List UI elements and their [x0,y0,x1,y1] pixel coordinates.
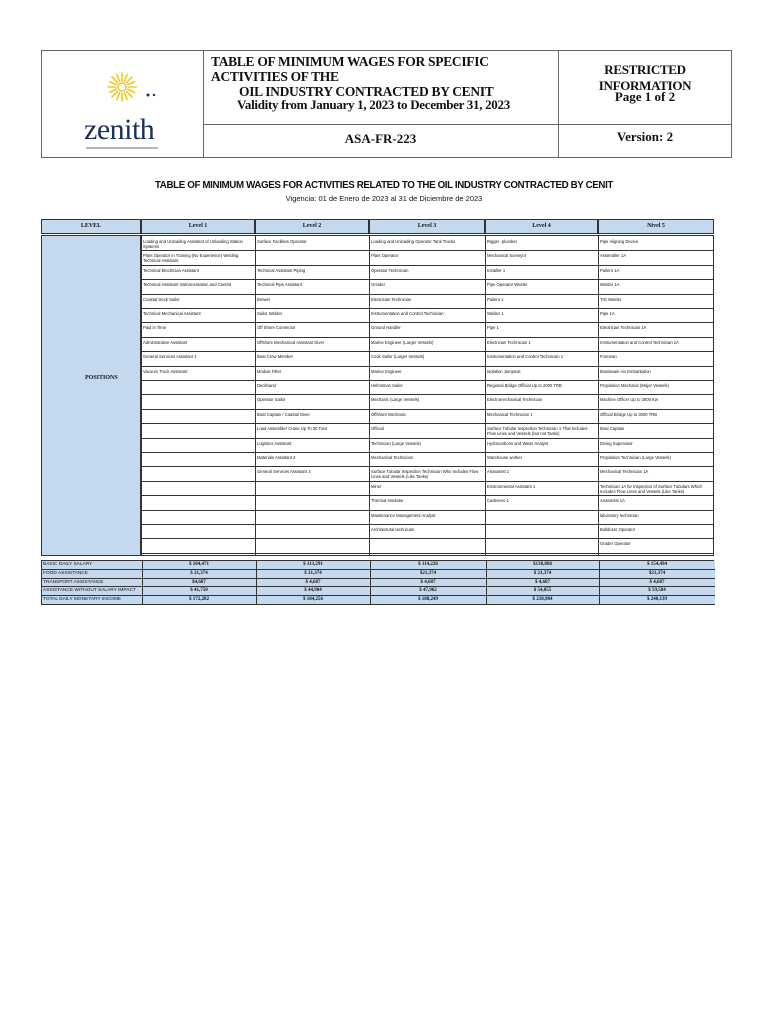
table-cell: Welder 1A [600,282,620,288]
table-cell: Boat Crew Member [257,354,294,360]
totals-value: $ 240,139 [647,597,667,603]
column-header-level-4: Level 4 [485,219,598,234]
table-row [141,424,714,438]
column-divider [255,235,256,556]
table-cell: laboratory technician [600,512,639,518]
section-subtitle: Vigencia: 01 de Enero de 2023 al 31 de Diciembre de 2023 [285,194,483,203]
table-cell: Instrumentation and Control Technician 1A [600,339,679,345]
table-cell: Deckhand [257,383,276,388]
logo-cell [42,51,204,157]
table-cell: Technical Pipe Assistant [257,282,302,288]
document-code: ASA-FR-223 [344,131,417,146]
table-cell: Warehouse worker [487,455,522,460]
title-line-2: OIL INDUSTRY CONTRACTED BY CENIT [239,84,494,99]
table-cell [141,453,255,466]
table-cell [141,424,255,437]
table-cell: Technical Electrician Assistant [143,267,199,273]
totals-value: $ 4,687 [649,579,665,585]
table-cell: Instrumentation and Control Technician [371,311,444,316]
document-title [211,54,556,99]
table-row [141,352,714,366]
totals-column-divider [256,561,257,605]
table-cell: Sailor Welder [257,311,283,316]
table-cell [141,496,255,509]
table-row [141,309,714,323]
table-cell [141,511,255,524]
totals-value: $ 172,282 [189,597,209,603]
table-cell: Plant Operator [371,253,399,259]
table-cell: Load Assembler Crane Up To 30 Tons [257,426,328,432]
table-row [141,338,714,352]
totals-value: $ 4,687 [535,579,550,585]
table-row [141,467,714,481]
table-cell: Loading and Unloading Assistant of Unloading Station Systems [143,239,243,249]
validity-text: Validity from January 1, 2023 to December 31, 2023 [237,97,510,112]
table-row [141,381,714,395]
table-row [141,439,714,453]
totals-value: $4,687 [192,579,206,585]
column-header-level-3: Level 3 [369,219,485,234]
table-cell: Surface Tubular Inspection Technician Who Includes Flow Lines and Vessels (Like Tanks) [371,469,479,480]
table-row [141,237,714,251]
totals-row-label: ASSISTANCE WITHOUT SALARY IMPACT [43,588,136,594]
table-row [141,295,714,309]
table-row [141,482,714,496]
title-cell [203,51,559,125]
totals-value: $21,374 [648,570,666,576]
table-row [141,251,714,265]
table-cell: Pailero 1 [487,296,504,302]
table-cell [141,525,255,538]
table-cell: Technical Mechanical Assistant [143,311,201,316]
totals-value: $ 184,256 [303,597,323,603]
table-cell: Boatswain Aix Embarkation [600,368,651,374]
totals-value: $ 21,374 [190,570,208,576]
positions-label: POSITIONS [85,375,118,382]
table-cell [141,410,255,423]
document-header [41,50,732,158]
table-cell: Helmsman Sailor [371,383,403,388]
totals-value: $ 41,750 [190,588,208,594]
table-cell: Rigger -plumber [487,239,518,244]
logo-wordmark: zenith [84,113,155,146]
table-cell: Operator Technician [371,267,409,273]
table-cell: Logistics Assistant [257,440,292,446]
table-cell: Miner [371,483,382,489]
totals-row-label: TOTAL DAILY MONETARY INCOME [43,597,122,603]
sun-logo-icon [82,69,162,113]
table-row [141,525,714,539]
table-cell [141,467,255,480]
column-header-level-5: Nivel 5 [598,219,714,234]
table-cell: Mechanical Technician 1 [487,411,533,417]
table-cell: Pipe Aligning Device [600,239,639,244]
code-cell [203,124,559,157]
table-cell: Loading and Unloading Operator Tank Trucks [371,239,456,244]
table-cell: Operator Sailor [257,397,286,403]
table-cell [485,511,598,524]
totals-value: $ 59,584 [648,588,666,594]
totals-value: $ 21,374 [533,570,552,576]
totals-column-divider [370,561,371,605]
totals-column-divider [486,561,487,605]
totals-value: $ 113,291 [303,562,323,567]
table-cell [141,539,255,552]
table-cell: Electrician Technician 1A [600,325,647,331]
totals-value: $21,374 [419,570,437,576]
table-cell: Marine Engineer [371,368,402,374]
table-cell [485,525,598,538]
table-cell: Ground Handler [371,325,401,331]
totals-column-divider [599,561,600,605]
table-cell: Hydrocarbons and Water Analyst [487,440,549,446]
table-cell: Installer 1 [487,267,506,273]
table-cell [369,539,485,552]
totals-value: $130,868 [533,562,552,567]
section-title: TABLE OF MINIMUM WAGES FOR ACTIVITIES RELATED TO THE OIL INDUSTRY CONTRACTED BY CENIT [154,179,614,191]
table-cell: Official Bridge Up to 3000 TRB [600,411,658,417]
table-cell: Technician 1A for Inspection of Surface Tubulars Which Includes Flow Lines and Vessels (Like Tanks) [600,483,703,494]
positions-label-cell [41,235,141,556]
table-cell: Official [371,426,384,432]
table-cell [485,539,598,552]
table-row [141,395,714,409]
table-cell: Diving Supervisor [600,440,633,446]
table-cell: Maintenance Management Analyst [371,512,436,518]
table-cell [255,496,369,509]
table-cell: Off Shore Connector [257,325,296,331]
table-cell: Mechanic (Large Vessels) [371,397,420,403]
table-cell: Electrician Technician 1 [487,339,531,345]
table-cell: Administrative Assistant [143,339,188,345]
table-cell: Grader Operator [600,541,631,547]
table-cell: Cadenero 1 [487,498,509,504]
table-cell: Anatomist 1A [600,498,625,504]
version-cell [559,124,731,157]
table-cell: Architectural technician [371,527,415,532]
table-cell: Regional Bridge Official Up to 2000 TRB [487,383,562,388]
table-cell: Plant Operator in Training (No Experience) Welding Technical Assistant [143,253,239,264]
totals-value: $ 154,494 [647,562,667,567]
table-cell: Foreman [600,354,617,360]
table-cell: Mechanical Technician [371,455,414,460]
table-cell: Vacuum Truck Assistant [143,368,188,374]
column-divider [485,235,486,556]
table-cell: Electromechanical Technician [487,397,543,403]
table-cell: Offshore Mechanical Assistant Diver [257,339,325,345]
table-cell: Surface Tubular Inspection Technician 1 That Includes Flow Lines and Vessels (but not Tanks) [487,426,588,437]
table-cell [255,511,369,524]
column-divider [369,235,370,556]
table-row [141,323,714,337]
table-cell: TIG Welder [600,296,622,302]
restricted-label: RESTRICTED INFORMATION [598,62,692,93]
column-header-level-1: Level 1 [141,219,255,234]
table-row [141,367,714,381]
column-header-level-2: Level 2 [255,219,369,234]
table-cell: General Services Assistant 2 [257,469,311,475]
company-logo [82,69,162,149]
table-cell: Pipe Operator Welder [487,282,528,288]
page-number: Page 1 of 2 [614,89,676,104]
restriction-cell [559,51,731,125]
table-cell: Electrician Technician [371,296,412,302]
totals-value: $ 218,984 [532,597,553,603]
title-line-1: TABLE OF MINIMUM WAGES FOR SPECIFIC ACTIVITIES OF THE [211,54,489,84]
table-cell: Technician (Large Vessels) [371,440,422,446]
table-row [141,496,714,510]
table-cell: Propulsion Technician (Large Vessels) [600,455,671,460]
table-cell: Propulsion Mechanic (Major Vessels) [600,383,669,388]
table-cell: Brewer [257,296,271,302]
table-cell: Pailero 1A [600,267,620,273]
table-cell: Coastal Deck Sailor [143,296,180,302]
totals-value: $ 188,249 [418,597,438,603]
column-divider [598,235,599,556]
table-row [141,280,714,294]
totals-value: $ 47,962 [419,588,437,594]
totals-row-label: FOOD ASSISTANCE [43,570,88,576]
table-cell: Isolation Jumpsuit [487,368,521,374]
table-cell [141,381,255,394]
table-cell: Welder 1 [487,311,504,316]
table-row [141,266,714,280]
table-cell [255,251,369,264]
table-cell: Paid in Time [143,325,167,331]
table-cell: Grinder [371,282,385,288]
table-cell: Mechanical Surveyor [487,253,527,259]
table-cell: Offshore Mechanic [371,411,407,417]
table-cell: Anatomist 1 [487,469,510,475]
table-cell [255,539,369,552]
table-cell: Marine Engineer (Larger Vessels) [371,339,434,345]
table-cell [255,482,369,495]
table-cell: Machine Officer Up to 3000 Kw [600,397,658,403]
table-row [141,511,714,525]
table-cell: Assembler 1A [600,253,627,259]
table-cell: Cook Sailor (Larger Vessels) [371,354,425,360]
totals-value: $ 21,374 [304,570,322,576]
column-header-level: LEVEL [41,219,141,234]
table-cell: Technical Assistant Piping [257,267,306,273]
totals-value: $ 54,855 [533,588,552,594]
table-cell: Technical Assistant Instrumentation and Control [143,282,232,288]
totals-value: $ 4,687 [420,579,436,585]
table-cell: Mechanical Technician 1A [600,469,649,475]
table-cell: Instrumentation and Control Technician 1 [487,354,564,360]
totals-value: $ 104,471 [189,562,209,567]
table-cell: Bulldozer Operator [600,527,636,532]
totals-value: $ 114,226 [418,562,438,567]
document-version: Version: 2 [616,129,674,144]
table-row [141,539,714,553]
table-cell [255,525,369,538]
table-row [141,410,714,424]
table-cell: Surface Facilities Operator [257,239,307,244]
totals-row-label: TRANSPORT ASSISTANCE [43,579,104,585]
table-cell [141,395,255,408]
table-cell: Boat Captain / Coastal Diver [257,411,310,417]
table-row [141,453,714,467]
table-cell: Environmental Assistant 1 [487,483,536,489]
table-cell: Boat Captain [600,426,625,432]
table-cell [141,482,255,495]
totals-value: $ 44,904 [304,588,322,594]
logo-tagline-bar [86,147,158,149]
table-cell: Pipe 1A [600,311,615,316]
totals-column-divider [142,561,143,605]
totals-value: $ 4,687 [305,579,321,585]
table-cell: Materials Assistant 2 [257,455,296,460]
table-cell [141,439,255,452]
totals-row-label: BASIC DAILY SALARY [43,562,93,567]
table-cell: Pipe 1 [487,325,499,331]
table-cell: Thermal Insulator [371,498,404,504]
totals-frame [41,560,714,605]
table-cell: Module Filter [257,368,282,374]
table-cell: General Services Assistant 1 [143,354,197,360]
